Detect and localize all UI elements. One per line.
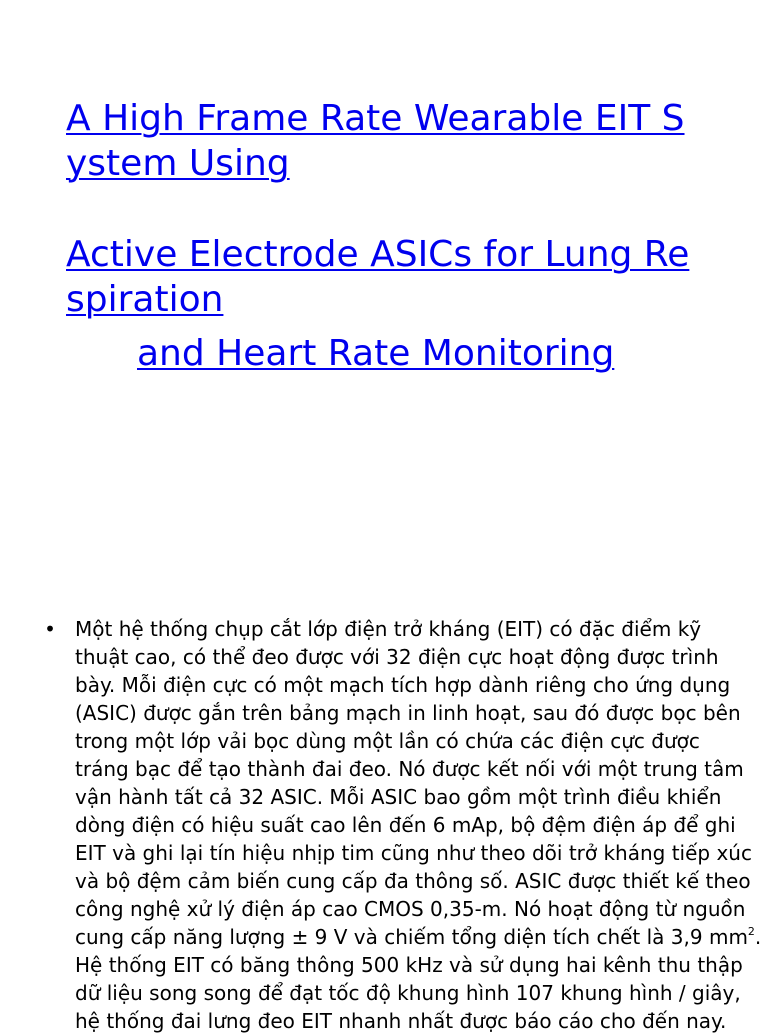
bullet-line-11: công nghệ xử lý điện áp cao CMOS 0,35-m. Nó hoạt động từ nguồn [75,897,746,921]
bullet-line-8: dòng điện có hiệu suất cao lên đến 6 mAp, bộ đệm điện áp để ghi [75,813,736,837]
bullet-item [44,615,762,1035]
title-line-1[interactable]: A High Frame Rate Wearable EIT S [66,98,685,139]
title-line-4[interactable]: spiration [66,279,224,320]
title-line-2[interactable]: ystem Using [66,143,290,184]
bullet-line-9: EIT và ghi lại tín hiệu nhịp tim cũng như theo dõi trở kháng tiếp xúc [75,841,752,865]
title-spacer [66,186,706,232]
bullet-line-12 [75,923,762,951]
bullet-line-7: vận hành tất cả 32 ASIC. Mỗi ASIC bao gồm một trình điều khiển [75,785,722,809]
bullet-list [44,615,762,1035]
superscript-two: 2 [747,925,755,938]
document-title[interactable] [66,96,706,376]
bullet-line-12-period: . [754,925,762,949]
bullet-dot-icon: • [44,617,56,641]
bullet-line-3: bày. Mỗi điện cực có một mạch tích hợp dành riêng cho ứng dụng [75,673,731,697]
bullet-line-15: hệ thống đai lưng đeo EIT nhanh nhất được báo cáo cho đến nay. [75,1009,727,1033]
title-line-5[interactable]: and Heart Rate Monitoring [137,333,615,374]
title-line-3[interactable]: Active Electrode ASICs for Lung Re [66,234,690,275]
bullet-line-14: dữ liệu song song để đạt tốc độ khung hình 107 khung hình / giây, [75,981,741,1005]
bullet-line-5: trong một lớp vải bọc dùng một lần có chứa các điện cực được [75,729,700,753]
bullet-line-12-text: cung cấp năng lượng ± 9 V và chiếm tổng diện tích chết là 3,9 mm [75,925,748,949]
bullet-line-2: thuật cao, có thể đeo được với 32 điện cực hoạt động được trình [75,645,719,669]
bullet-line-6: tráng bạc để tạo thành đai đeo. Nó được kết nối với một trung tâm [75,757,744,781]
bullet-line-4: (ASIC) được gắn trên bảng mạch in linh hoạt, sau đó được bọc bên [75,701,741,725]
bullet-line-10: và bộ đệm cảm biến cung cấp đa thông số. ASIC được thiết kế theo [75,869,751,893]
bullet-line-1: Một hệ thống chụp cắt lớp điện trở kháng (EIT) có đặc điểm kỹ [75,617,702,641]
bullet-line-13: Hệ thống EIT có băng thông 500 kHz và sử dụng hai kênh thu thập [75,953,743,977]
